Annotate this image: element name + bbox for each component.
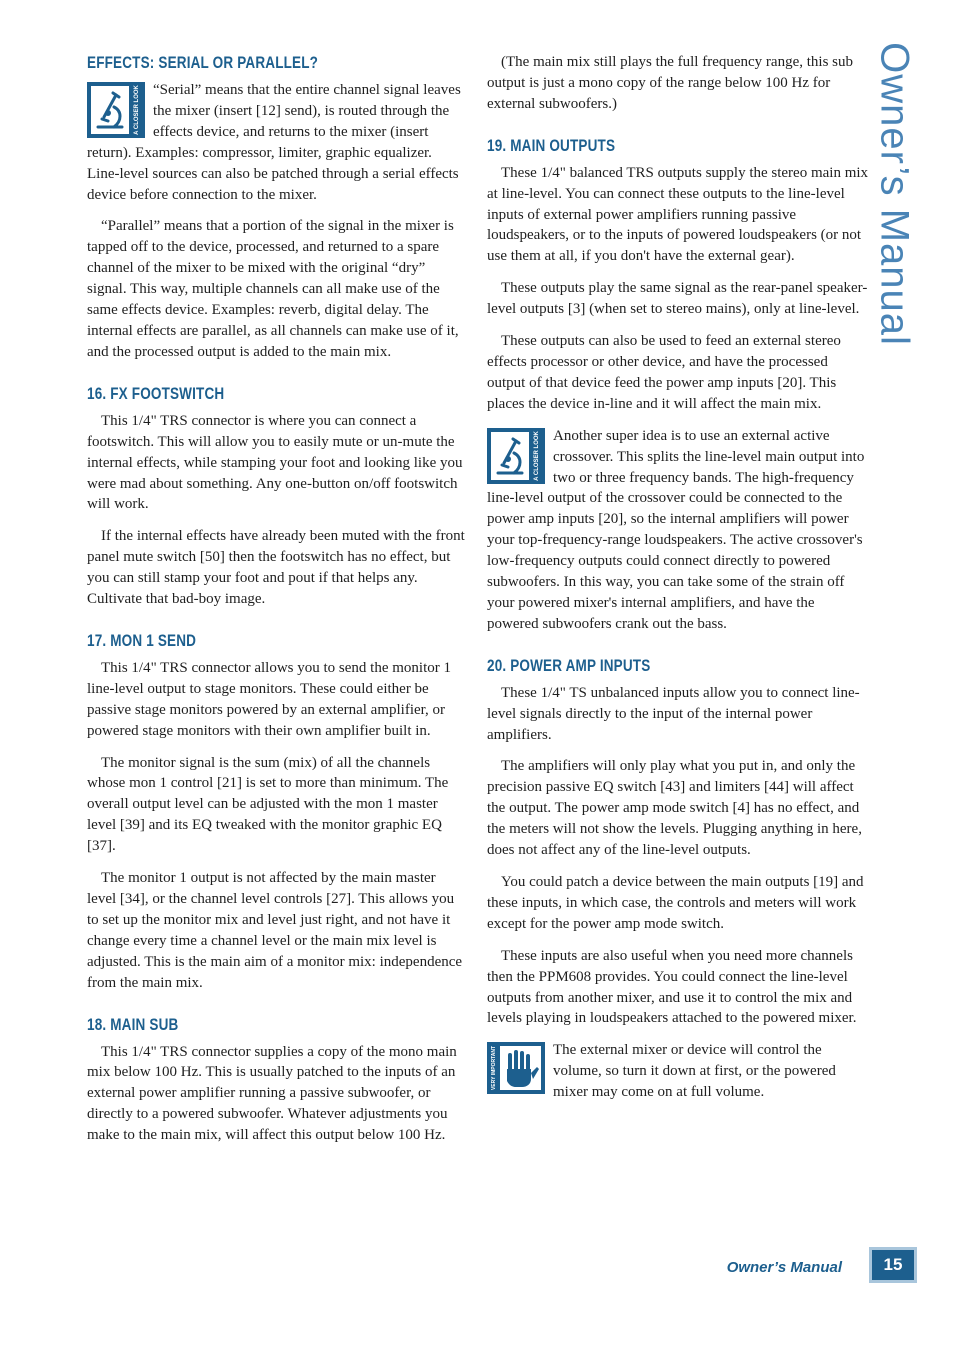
fx-footswitch-paragraph-1: This 1/4" TRS connector is where you can connect a footswitch. This will allow you to easily mute or un-mute the internal effects, while stamping your foot and looking like you were mad about something. Any one-button on/off footswitch will work. bbox=[87, 412, 463, 513]
main-outputs-paragraph-1: These 1/4" balanced TRS outputs supply the stereo main mix at line-level. You can connect these outputs to the line-level inputs of external power amplifiers running passive loudspeakers, or to the inputs of powered loudspeakers (or not use them at all, if you don't have the external gear). bbox=[487, 164, 869, 265]
hand-icon bbox=[487, 1042, 545, 1094]
side-tab bbox=[872, 42, 917, 346]
page-number: 15 bbox=[869, 1247, 917, 1283]
mon1-send-paragraph-3: The monitor 1 output is not affected by the main master level [34], or the channel level controls [27]. This allows you to set up the monitor mix and level just right, and not have it change every time a channel level or the main mix level is adjusted. This is the main aim of a monitor mix: independence from the main mix. bbox=[87, 870, 463, 991]
heading-fx-footswitch: 16. FX FOOTSWITCH bbox=[87, 384, 225, 403]
main-sub-paragraph: This 1/4" TRS connector supplies a copy of the mono main mix below 100 Hz. This is usually patched to the inputs of an external power amplifier running a passive subwoofer, or directly to a powered subwoofer. Whatever adjustments you make to the main mix, will affect this output below 100 Hz. bbox=[87, 1043, 457, 1144]
heading-effects: EFFECTS: SERIAL OR PARALLEL? bbox=[87, 54, 319, 72]
closer-look-text: A CLOSER LOOK bbox=[534, 430, 540, 481]
right-column bbox=[487, 52, 869, 1103]
sub-note-paragraph: (The main mix still plays the full frequency range, this sub output is just a mono copy of the range below 100 Hz for external subwoofers.) bbox=[487, 54, 854, 112]
power-amp-inputs-paragraph-3: You could patch a device between the main outputs [19] and these inputs, in which case, the controls and meters will work except for the power amp mode switch. bbox=[487, 874, 864, 932]
power-amp-inputs-paragraph-2: The amplifiers will only play what you put in, and only the precision passive EQ switch [43] and limiters [44] will affect the output. The power amp mode switch [4] has no effect, and the meters will not show the levels. Plugging anything in here, does not affect any of the line-level outputs. bbox=[487, 758, 862, 859]
power-amp-inputs-paragraph-5: The external mixer or device will control the volume, so turn it down at first, or the powered mixer may come on at full volume. bbox=[553, 1042, 836, 1101]
closer-look-text: A CLOSER LOOK bbox=[134, 85, 140, 135]
footer-label: Owner’s Manual bbox=[726, 1259, 842, 1276]
effects-serial-paragraph: “Serial” means that the entire channel signal leaves the mixer (insert [12] send), is routed through the effects device, and returns to the mixer (insert return). Examples: compressor, limiter, graphic equalizer. Line-level sources can also be patched through a serial effects device before connection to the mixer. bbox=[87, 82, 461, 203]
main-outputs-paragraph-3: These outputs can also be used to feed an external stereo effects processor or other device, and have the processed output of that device feed the power amp inputs [20]. This places the device in-line and it will affect the main mix. bbox=[487, 333, 841, 412]
closer-look-icon bbox=[487, 428, 545, 484]
heading-mon1-send: 17. MON 1 SEND bbox=[87, 631, 197, 650]
mon1-send-paragraph-1: This 1/4" TRS connector allows you to send the monitor 1 line-level output to stage monitors. These could either be passive stage monitors powered by an external amplifier, or powered stage monitors with their own amplifier built in. bbox=[87, 659, 451, 739]
side-tab-label: Owner’s Manual bbox=[872, 42, 917, 346]
heading-main-sub: 18. MAIN SUB bbox=[87, 1015, 179, 1034]
mon1-send-paragraph-2: The monitor signal is the sum (mix) of all the channels whose mon 1 control [21] is set to more than minimum. The overall output level can be adjusted with the mon 1 master level [39] and its EQ tweaked with the monitor graphic EQ [37]. bbox=[87, 754, 449, 855]
heading-main-outputs: 19. MAIN OUTPUTS bbox=[487, 136, 616, 155]
fx-footswitch-paragraph-2: If the internal effects have already been muted with the front panel mute switch [50] then the footswitch has no effect, but you can still stamp your foot and pout if that helps any. Cultivate that bad-boy image. bbox=[87, 528, 465, 608]
power-amp-inputs-paragraph-4: These inputs are also useful when you need more channels then the PPM608 provides. You could connect the line-level outputs from another mixer, and use it to control the mix and levels playing in loudspeakers attached to the powered mixer. bbox=[487, 947, 857, 1027]
very-important-text: VERY IMPORTANT bbox=[491, 1046, 497, 1091]
main-outputs-paragraph-4: Another super idea is to use an external active crossover. This splits the line-level main output into two or three frequency bands. The high-frequency line-level output of the crossover could be connected to the power amp inputs [20], so the internal amplifiers will power your top-frequency-range loudspeakers. The active crossover's low-frequency outputs could connect directly to powered subwoofers. In this way, you can take some of the strain off your powered mixer's internal amplifiers, and have the powered subwoofers crank out the bass. bbox=[487, 427, 865, 632]
main-outputs-paragraph-2: These outputs play the same signal as the rear-panel speaker-level outputs [3] (when set to stereo mains), only at line-level. bbox=[487, 280, 868, 318]
heading-power-amp-inputs: 20. POWER AMP INPUTS bbox=[487, 656, 651, 675]
power-amp-inputs-paragraph-1: These 1/4" TS unbalanced inputs allow you to connect line-level signals directly to the input of the internal power amplifiers. bbox=[487, 684, 860, 743]
left-column bbox=[87, 52, 468, 1146]
effects-parallel-paragraph: “Parallel” means that a portion of the signal in the mixer is tapped off to the device, processed, and returned to a spare channel of the mixer to be mixed with the original “dry” signal. This way, multiple channels can all make use of the same effects device. Examples: reverb, digital delay. The internal effects are parallel, as all channels can make use of it, and the processed output is added to the main mix. bbox=[87, 218, 459, 360]
closer-look-icon bbox=[87, 82, 145, 138]
